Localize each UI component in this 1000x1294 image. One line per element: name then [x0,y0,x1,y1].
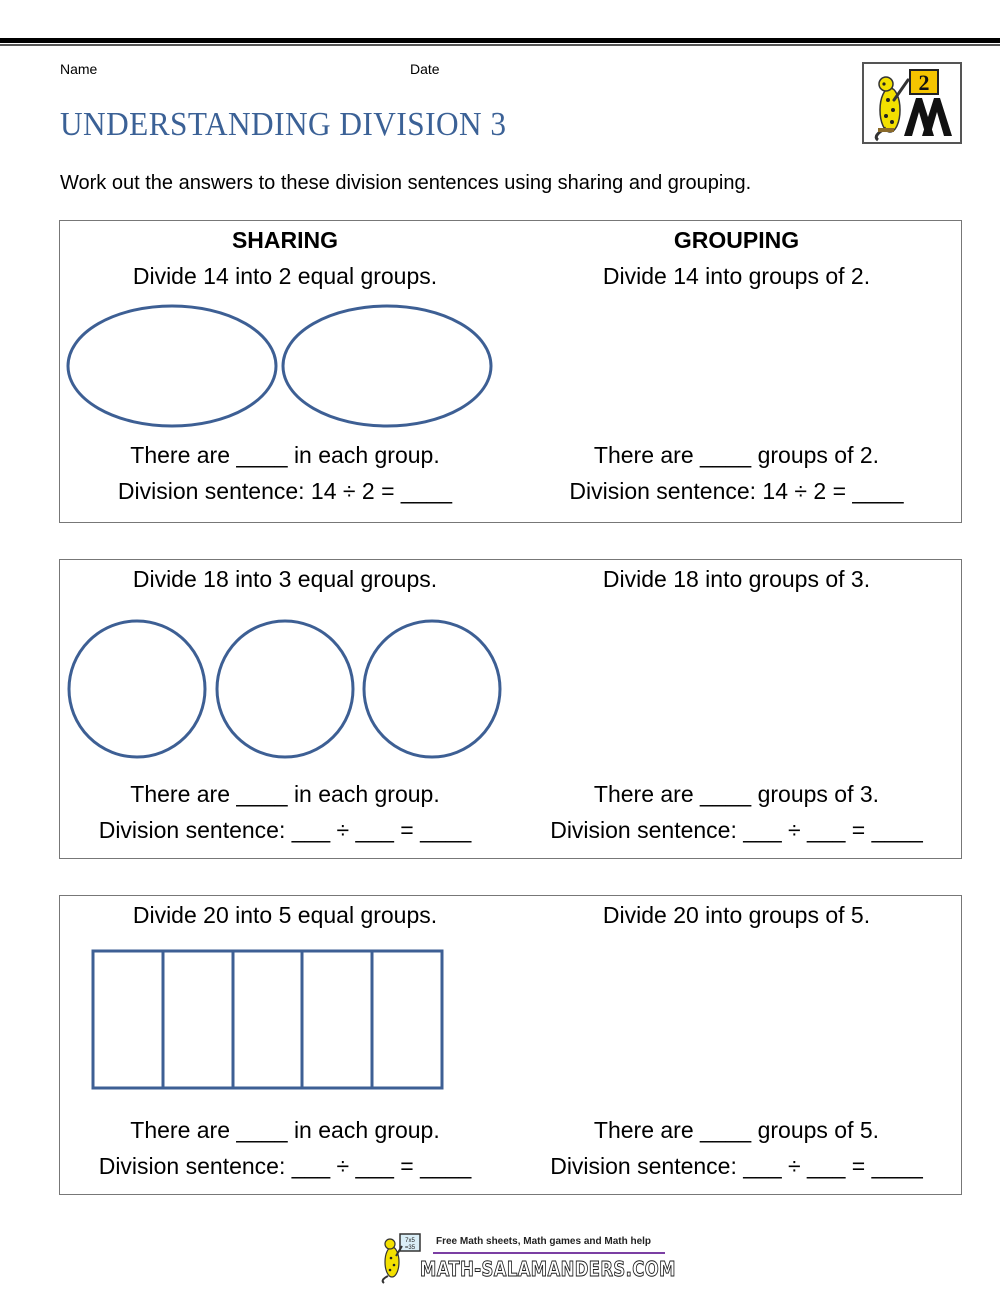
page-title: UNDERSTANDING DIVISION 3 [60,106,507,143]
grouping-prompt: Divide 20 into groups of 5. [602,902,871,928]
top-rule-thick [0,38,1000,43]
grouping-answer-line: There are ____ groups of 2. [593,442,880,468]
grouping-division-sentence: Division sentence: ___ ÷ ___ = ____ [550,1153,923,1179]
group-circle [217,621,353,757]
footer-site-name[interactable]: MATH-SALAMANDERS.COM [420,1257,676,1281]
sharing-answer-line: There are ____ in each group. [130,1117,440,1143]
name-label: Name [60,61,98,77]
grouping-heading: GROUPING [673,227,800,253]
sharing-division-sentence: Division sentence: ___ ÷ ___ = ____ [98,1153,472,1179]
group-box [233,951,302,1088]
group-box [372,951,442,1088]
sharing-ellipses [60,221,510,441]
svg-text:2: 2 [918,70,930,95]
problem-panel-3 [59,895,962,1195]
group-box [302,951,372,1088]
grouping-prompt: Divide 18 into groups of 3. [602,566,871,592]
date-label: Date [410,61,440,77]
grouping-prompt: Divide 14 into groups of 2. [602,263,871,289]
group-circle [364,621,500,757]
grade-logo [862,62,962,144]
sharing-prompt: Divide 18 into 3 equal groups. [132,566,438,592]
group-ellipse [68,306,276,426]
sharing-prompt: Divide 20 into 5 equal groups. [132,902,438,928]
footer-tagline: Free Math sheets, Math games and Math help [436,1236,652,1247]
salamander-logo-icon [864,64,960,142]
group-box [163,951,233,1088]
grouping-division-sentence: Division sentence: ___ ÷ ___ = ____ [550,817,923,843]
sharing-answer-line: There are ____ in each group. [130,442,440,468]
group-ellipse [283,306,491,426]
top-rule-thin [0,44,1000,46]
group-circle [69,621,205,757]
problem-panel-2 [59,559,962,859]
sharing-division-sentence: Division sentence: 14 ÷ 2 = ____ [117,478,453,504]
sharing-division-sentence: Division sentence: ___ ÷ ___ = ____ [98,817,472,843]
footer-logo[interactable] [378,1232,678,1284]
footer-rule [433,1252,665,1254]
grouping-division-sentence: Division sentence: 14 ÷ 2 = ____ [569,478,904,504]
problem-panel-1 [59,220,962,523]
sharing-prompt: Divide 14 into 2 equal groups. [132,263,438,289]
group-box [93,951,163,1088]
grouping-answer-line: There are ____ groups of 5. [593,1117,880,1143]
instructions: Work out the answers to these division sentences using sharing and grouping. [60,172,752,194]
grouping-answer-line: There are ____ groups of 3. [593,781,880,807]
sharing-answer-line: There are ____ in each group. [130,781,440,807]
sharing-circles [60,560,510,780]
svg-text:7x5: 7x5 [405,1238,415,1244]
sharing-heading: SHARING [231,227,339,253]
sharing-rectangles [60,896,510,1116]
svg-text:=35: =35 [404,1245,416,1251]
